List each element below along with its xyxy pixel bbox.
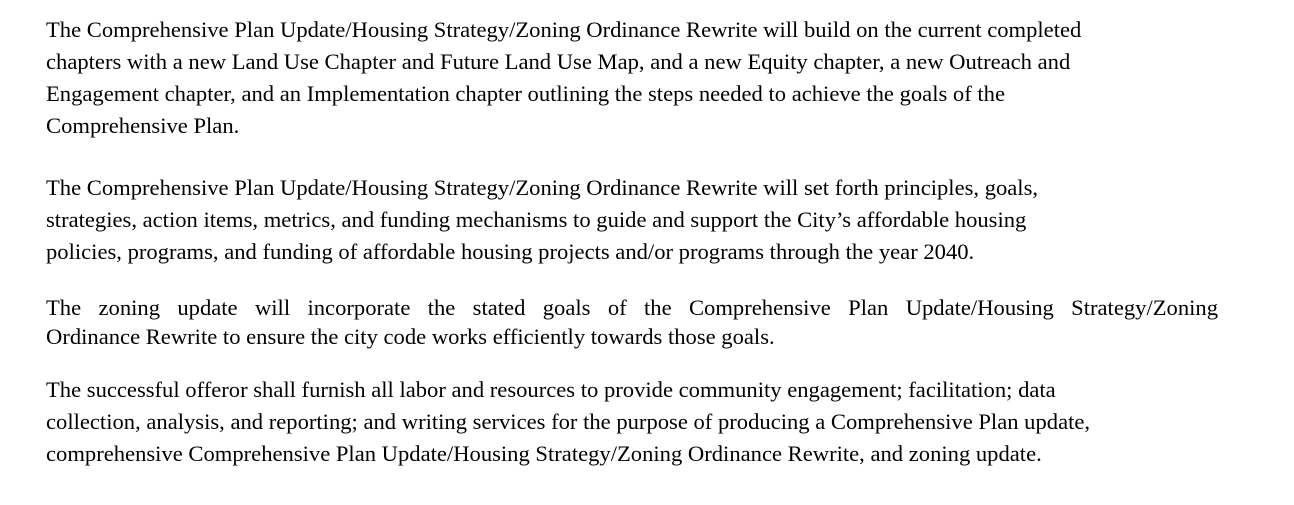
text-line: Comprehensive Plan. <box>46 113 240 138</box>
text-line: The successful offeror shall furnish all labor and resources to provide community engagement; facilitation; data <box>46 377 1056 402</box>
text-line: comprehensive Comprehensive Plan Update/Housing Strategy/Zoning Ordinance Rewrite, and zoning update. <box>46 441 1042 466</box>
paragraph-plan-update-principles <box>46 172 1226 268</box>
text-line: strategies, action items, metrics, and funding mechanisms to guide and support the City’s affordable housing <box>46 207 1027 232</box>
paragraph-zoning-update <box>46 293 1226 351</box>
text-line: chapters with a new Land Use Chapter and Future Land Use Map, and a new Equity chapter, a new Outreach and <box>46 49 1071 74</box>
paragraph-offeror-scope <box>46 374 1226 470</box>
paragraph-plan-update-chapters <box>46 14 1226 142</box>
text-line: The Comprehensive Plan Update/Housing Strategy/Zoning Ordinance Rewrite will build on the current completed <box>46 17 1082 42</box>
text-line: Engagement chapter, and an Implementation chapter outlining the steps needed to achieve the goals of the <box>46 81 1005 106</box>
text-line: collection, analysis, and reporting; and writing services for the purpose of producing a Comprehensive Plan update, <box>46 409 1091 434</box>
text-line: The zoning update will incorporate the stated goals of the Comprehensive Plan Update/Housing Strategy/Zoning <box>46 295 1218 320</box>
text-line: Ordinance Rewrite to ensure the city code works efficiently towards those goals. <box>46 324 775 349</box>
text-line: policies, programs, and funding of affordable housing projects and/or programs through the year 2040. <box>46 239 975 264</box>
text-line: The Comprehensive Plan Update/Housing Strategy/Zoning Ordinance Rewrite will set forth principles, goals, <box>46 175 1039 200</box>
document-body <box>46 14 1226 470</box>
